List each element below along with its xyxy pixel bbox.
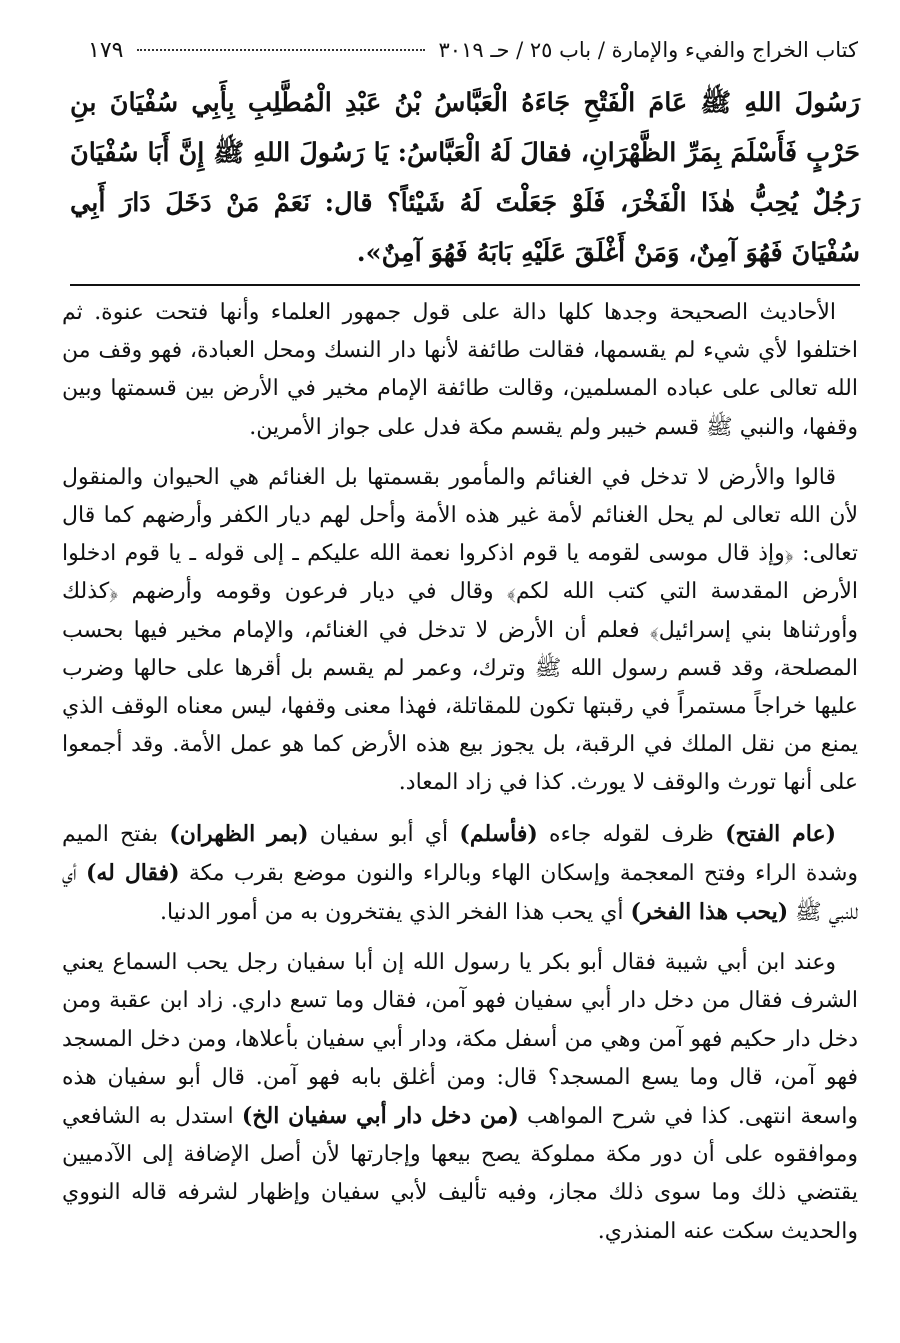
commentary-paragraph-2: قالوا والأرض لا تدخل في الغنائم والمأمور بقسمتها بل الغنائم هي الحيوان والمنقول لأن الله تعالى لم يحل الغنائم لأمة غير هذه الأمة وأحل لهم ديار الكفر وأرضهم كما قال تعالى: ﴿وإذ قال موسى لقومه يا قوم اذكروا نعمة الله عليكم ـ إلى قوله ـ يا قوم ادخلوا الأرض المقدسة التي كتب الله لكم﴾ وقال في ديار فرعون وقومه وأرضهم ﴿كذلك وأورثناها بني إسرائيل﴾ فعلم أن الأرض لا تدخل في الغنائم، والإمام مخير فيها بحسب المصلحة، وقد قسم رسول الله ﷺ وترك، وعمر لم يقسم بل أقرها على حالها وضرب عليها خراجاً مستمراً في رقبتها تكون للمقاتلة، فهذا معنى وقفها، ليس معناه الوقف الذي يمنع من نقل الملك في الرقبة، بل يجوز بيع هذه الأرض كما هو عمل الأمة. وقد أجمعوا على أنها تورث والوقف لا يورث. كذا في زاد المعاد. <box>62 464 858 796</box>
gloss-text: ظرف لقوله جاءه <box>537 821 726 847</box>
gloss-text: استدل به الشافعي وموافقوه على أن دور مكة مملوكة يصح بيعها وإجارتها لأن أصل الإضافة إلى الآدميين يقتضي ذلك وما سوى ذلك مجاز، وفيه تأليف لأبي سفيان وإظهار لشرفه قاله النووي والحديث سكت عنه المنذري. <box>62 1104 858 1244</box>
gloss-text: وعند ابن أبي شيبة فقال أبو بكر يا رسول الله إن أبا سفيان رجل يحب السماع يعني الشرف فقال من دخل دار أبي سفيان فهو آمن، فقال وما تسع داري. زاد ابن عقبة ومن دخل دار حكيم فهو آمن وهي من أسفل مكة، ودار أبي سفيان بأعلاها، ومن دخل المسجد فهو آمن، قال وما يسع المسجد؟ قال: ومن أغلق بابه فهو آمن. قال أبو سفيان هذه واسعة انتهى. كذا في شرح المواهب <box>62 950 858 1130</box>
hadith-text: رَسُولَ اللهِ ﷺ عَامَ الْفَتْحِ جَاءَهُ الْعَبَّاسُ بْنُ عَبْدِ الْمُطَّلِبِ بِأَبِي سُفْيَانَ بنِ حَرْبٍ فَأَسْلَمَ بِمَرِّ الظَّهْرَانِ، فقالَ لَهُ الْعَبَّاسُ: يَا رَسُولَ اللهِ ﷺ إِنَّ أَبَا سُفْيَانَ رَجُلٌ يُحِبُّ هٰذَا الْفَخْرَ، فَلَوْ جَعَلْتَ لَهُ شَيْئاً؟ قال: نَعَمْ مَنْ دَخَلَ دَارَ أَبِي سُفْيَانَ فَهُوَ آمِنٌ، وَمَنْ أَغْلَقَ عَلَيْهِ بَابَهُ فَهُوَ آمِنٌ». <box>70 88 860 268</box>
separator-rule <box>70 284 860 286</box>
gloss-text: أي للنبي ﷺ <box>62 860 858 926</box>
gloss-term: (فقال له) <box>85 859 180 886</box>
gloss-term: (يحب هذا الفخر) <box>630 899 789 926</box>
running-header <box>88 30 858 70</box>
gloss-text: بفتح الميم وشدة الراء وفتح المعجمة وإسكان الهاء وبالراء والنون موضع بقرب مكة <box>62 821 858 886</box>
commentary <box>62 294 858 1263</box>
gloss-term: (بمر الظهران) <box>169 820 309 847</box>
commentary-paragraph-3 <box>62 815 858 933</box>
gloss-text: أي يحب هذا الفخر الذي يفتخرون به من أمور الدنيا. <box>160 900 631 926</box>
commentary-paragraph-1: الأحاديث الصحيحة وجدها كلها دالة على قول جمهور العلماء وأنها فتحت عنوة. ثم اختلفوا لأي شيء لم يقسمها، فقالت طائفة لأنها دار النسك ومحل العبادة، فهو وقف من الله تعالى على عباده المسلمين، وقالت طائفة الإمام مخير في الأرض بين قسمتها وبين وقفها، والنبي ﷺ قسم خيبر ولم يقسم مكة فدل على جواز الأمرين. <box>62 300 858 440</box>
running-title: كتاب الخراج والفيء والإمارة / باب ٢٥ / حـ ٣٠١٩ <box>438 38 858 62</box>
gloss-term: (من دخل دار أبي سفيان الخ) <box>241 1103 519 1130</box>
page-number: ١٧٩ <box>88 37 124 63</box>
gloss-term: (عام الفتح) <box>725 820 837 847</box>
leader-dots <box>137 49 424 51</box>
gloss-text: أي أبو سفيان <box>308 821 460 847</box>
gloss-term: (فأسلم) <box>459 820 538 847</box>
commentary-paragraph-4 <box>62 944 858 1251</box>
